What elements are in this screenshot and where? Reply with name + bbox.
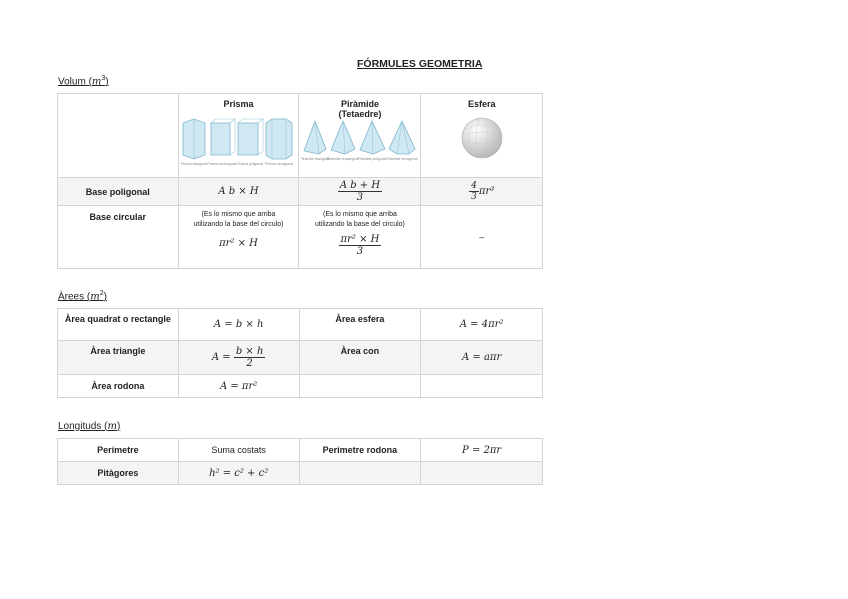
prisma-header: Prisma [223,99,254,109]
area-triangle-label: Àrea triangle [58,341,179,375]
prisma-poligonal-formula: A b × H [178,178,299,206]
perimetre-rodona-label: Perímetre rodona [299,439,421,462]
piramide-circular-formula: $\frac{\text{πr² × H}}{3}$ [340,234,380,257]
prism-caption: Prisma poligonal [237,162,264,166]
section-volum-heading: Volum $(m^3)$ [58,75,109,88]
note-line-2: utilizando la base del circulo) [193,221,284,228]
pyramid-caption: Piràmide poligonal [357,157,387,161]
pyramids-illustration [301,119,419,163]
prism-caption: Prisma rectangular [207,162,238,166]
esfera-header: Esfera [467,99,496,109]
esfera-circular-cell: – [421,206,543,269]
empty-cell [299,462,421,485]
section-longituds-heading: Longituds (m) [58,421,121,432]
pitagores-formula: h² = c² + c² [178,462,299,485]
pyramid-caption: Piràmide hexagonal [386,157,418,161]
esfera-volume-formula: $\frac{4}{3}$ πr³ [421,178,543,206]
area-quadrat-label: Àrea quadrat o rectangle [58,309,179,341]
empty-cell [58,94,179,178]
prisma-header-cell [178,94,299,178]
area-esfera-label: Àrea esfera [299,309,421,341]
longituds-table [57,438,543,485]
pyramid-caption: Piràmide triangular [300,157,330,161]
area-esfera-formula: A = 4πr² [421,309,543,341]
empty-cell [421,375,543,398]
volum-table [57,93,543,269]
prisma-circular-cell [178,206,299,269]
area-rodona-formula: A = πr² [178,375,299,398]
area-con-formula: A = aπr [421,341,543,375]
pyramid-caption: Piràmide rectangular [326,157,360,161]
prism-caption: Prisma hexagonal [265,162,294,166]
note-line-1: (Es lo mismo que arriba [201,211,276,218]
piramide-subheader: (Tetaedre) [338,109,382,119]
sphere-illustration [459,115,505,161]
perimetre-value: Suma costats [178,439,299,462]
arees-table [57,308,543,398]
section-arees-heading: Àrees $(m^2)$ [58,290,107,303]
row-base-poligonal-label: Base poligonal [58,178,179,206]
perimetre-label: Perímetre [58,439,179,462]
page-title: FÓRMULES GEOMETRIA [357,58,483,70]
prisms-illustration [180,117,296,169]
area-quadrat-formula: A = b × h [178,309,299,341]
esfera-header-cell [421,94,543,178]
perimetre-rodona-formula: P = 2πr [421,439,543,462]
area-rodona-label: Àrea rodona [58,375,179,398]
area-con-label: Àrea con [299,341,421,375]
note-line-2: utilizando la base del circulo) [315,221,405,228]
piramide-circular-cell [299,206,421,269]
piramide-header-cell [299,94,421,178]
empty-cell [421,462,543,485]
row-base-circular-label: Base circular [58,206,179,269]
area-triangle-formula: A = $\frac{b \times h}{2}$ [178,341,299,375]
empty-cell [299,375,421,398]
prisma-circular-formula: πr² × H [219,238,258,249]
note-line-1: (Es lo mismo que arriba [322,211,397,218]
prism-caption: Prisma triangular [181,162,208,166]
piramide-poligonal-formula: $\frac{\text{A b + H}}{3}$ [299,178,421,206]
pitagores-label: Pitàgores [58,462,179,485]
piramide-header: Piràmide [340,99,379,109]
